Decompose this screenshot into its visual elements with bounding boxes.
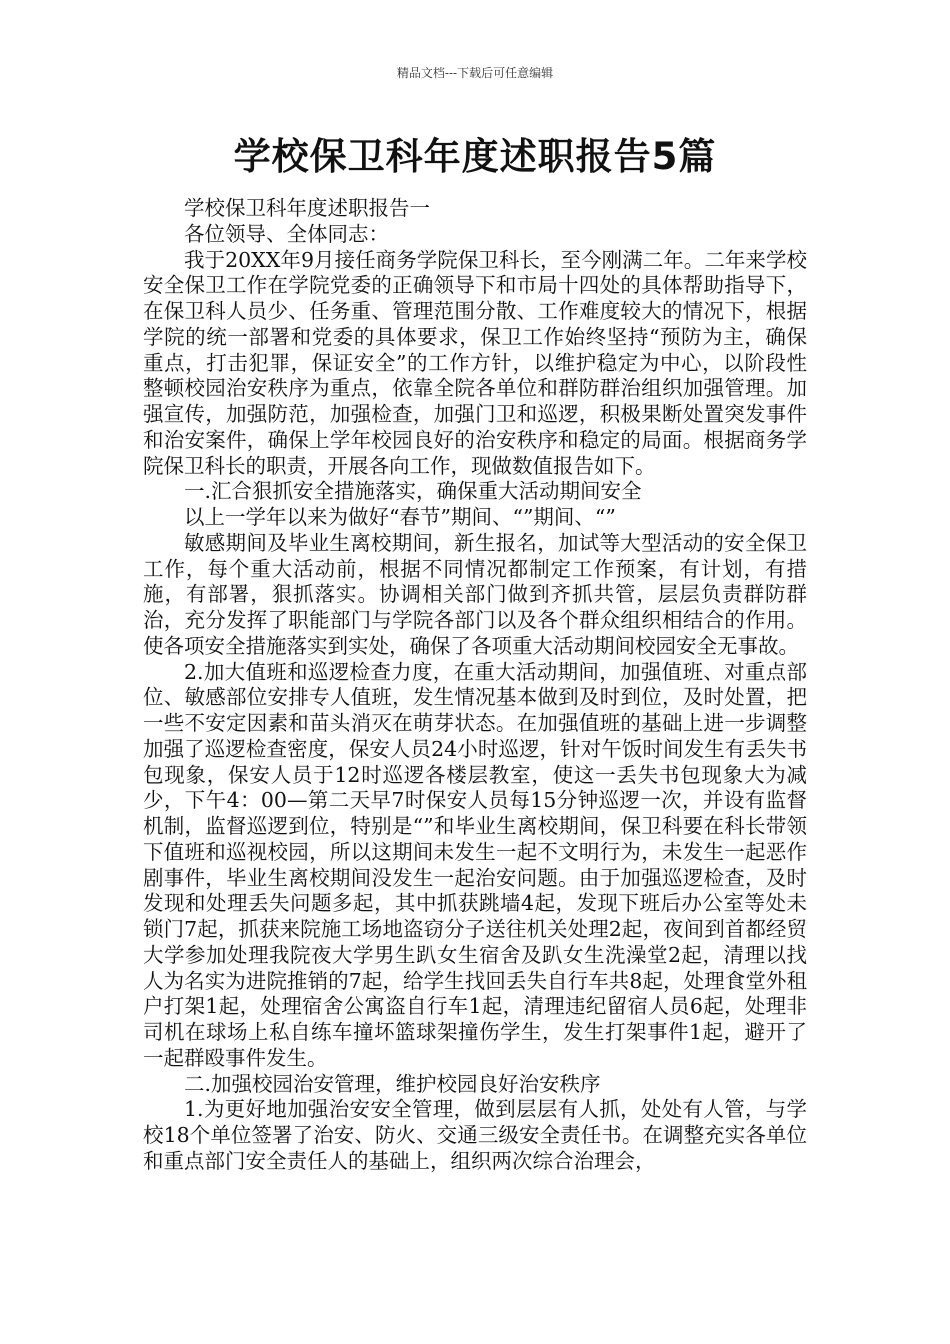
- paragraph-intro: 我于20XX年9月接任商务学院保卫科长，至今刚满二年。二年来学校安全保卫工作在学院党委的正确领导下和市局十四处的具体帮助指导下，在保卫科人员少、任务重、管理范围分散、工作难度较大的情况下，根据学院的统一部署和党委的具体要求，保卫工作始终坚持“预防为主，确保重点，打击犯罪，保证安全”的工作方针，以维护稳定为中心，以阶段性整顿校园治安秩序为重点，依靠全院各单位和群防群治组织加强管理。加强宣传，加强防范，加强检查，加强门卫和巡逻，积极果断处置突发事件和治安案件，确保上学年校园良好的治安秩序和稳定的局面。根据商务学院保卫科长的职责，开展各向工作，现做数值报告如下。: [143, 247, 807, 478]
- document-title: 学校保卫科年度述职报告5篇: [233, 135, 717, 178]
- page-header-note: 精品文档---下载后可任意编辑: [396, 66, 554, 80]
- paragraph: 1.为更好地加强治安安全管理，做到层层有人抓，处处有人管，与学校18个单位签署了治安、防火、交通三级安全责任书。在调整充实各单位和重点部门安全责任人的基础上，组织两次综合治理会，: [143, 1097, 807, 1173]
- paragraph: 2.加大值班和巡逻检查力度，在重大活动期间，加强值班、对重点部位、敏感部位安排专人值班，发生情况基本做到及时到位，及时处置，把一些不安定因素和苗头消灭在萌芽状态。在加强值班的基础上进一步调整加强了巡逻检查密度，保安人员24小时巡逻，针对午饭时间发生有丢失书包现象，保安人员于12时巡逻各楼层教室，使这一丢失书包现象大为减少，下午4：00—第二天早7时保安人员每15分钟巡逻一次，并设有监督机制，监督巡逻到位，特别是“”和毕业生离校期间，保卫科要在科长带领下值班和巡视校园，所以这期间未发生一起不文明行为，未发生一起恶作剧事件，毕业生离校期间没发生一起治安问题。由于加强巡逻检查，及时发现和处理丢失问题多起，其中抓获跳墙4起，发现下班后办公室等处未锁门7起，抓获来院施工场地盗窃分子送往机关处理2起，夜间到首都经贸大学参加处理我院夜大学男生趴女生宿舍及趴女生洗澡堂2起，清理以找人为名实为进院推销的7起，给学生找回丢失自行车共8起，处理食堂外租户打架1起，处理宿舍公寓盗自行车1起，清理违纪留宿人员6起，处理非司机在球场上私自练车撞坏篮球架撞伤学生，发生打架事件1起，避开了一起群殴事件发生。: [143, 659, 807, 1070]
- paragraph: 敏感期间及毕业生离校期间，新生报名，加试等大型活动的安全保卫工作，每个重大活动前，根据不同情况都制定工作预案，有计划，有措施，有部署，狠抓落实。协调相关部门做到齐抓共管，层层负责群防群治，充分发挥了职能部门与学院各部门以及各个群众组织相结合的作用。使各项安全措施落实到实处，确保了各项重大活动期间校园安全无事故。: [143, 530, 807, 658]
- section-heading-1: 一.汇合狠抓安全措施落实，确保重大活动期间安全: [184, 479, 642, 504]
- document-body: [143, 196, 807, 1175]
- section-heading-2: 二.加强校园治安管理，维护校园良好治安秩序: [184, 1071, 601, 1096]
- paragraph-report-heading: 学校保卫科年度述职报告一: [184, 196, 430, 220]
- paragraph-salutation: 各位领导、全体同志：: [184, 221, 389, 246]
- paragraph: 以上一学年以来为做好“春节”期间、“”期间、“”: [184, 505, 616, 529]
